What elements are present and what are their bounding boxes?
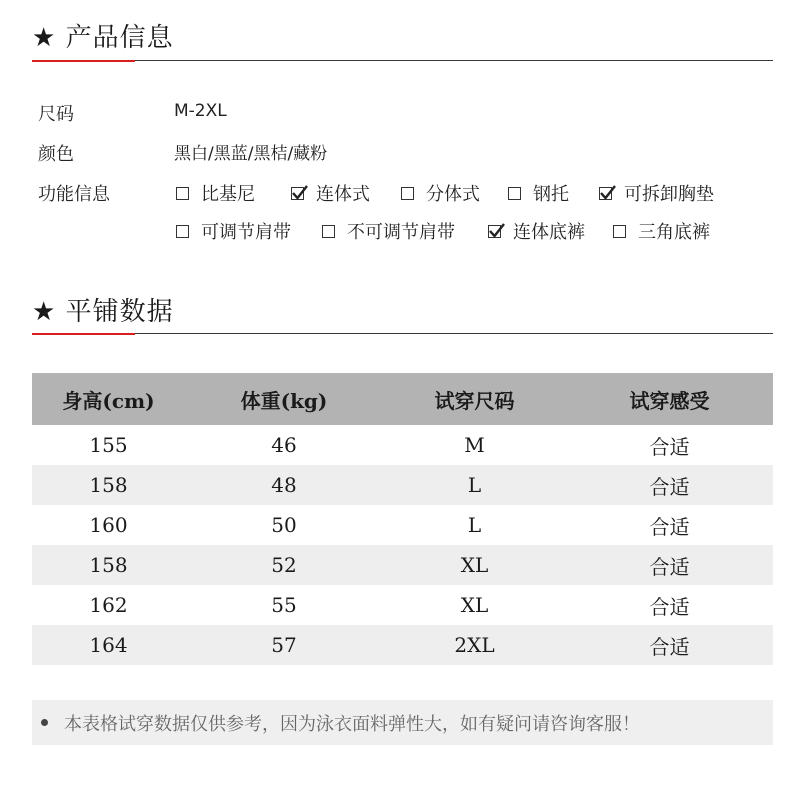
table-row xyxy=(32,625,773,665)
size-trial-table xyxy=(32,373,773,665)
feature-option-underwire[interactable] xyxy=(508,180,569,206)
checkbox-checked-icon[interactable] xyxy=(599,187,612,200)
disclaimer-text: 本表格试穿数据仅供参考，因为泳衣面料弹性大，如有疑问请咨询客服！ xyxy=(64,713,640,735)
feature-option-label: 连体底裤 xyxy=(513,222,585,243)
header-trial-feel: 试穿感受 xyxy=(566,373,773,425)
cell-height: 160 xyxy=(89,513,128,537)
cell-feel: 合适 xyxy=(649,434,690,459)
measurement-divider xyxy=(32,333,773,334)
table-row xyxy=(32,505,773,545)
feature-option-label: 不可调节肩带 xyxy=(347,222,455,243)
cell-size: M xyxy=(464,433,485,457)
feature-option-label: 三角底裤 xyxy=(638,222,710,243)
checkbox-checked-icon[interactable] xyxy=(291,187,304,200)
divider-accent xyxy=(32,60,135,62)
color-label: 颜色 xyxy=(38,144,74,165)
cell-size: 2XL xyxy=(383,625,566,665)
checkbox-unchecked-icon[interactable] xyxy=(176,225,189,238)
header-trial-size: 试穿尺码 xyxy=(383,373,566,425)
cell-height: 162 xyxy=(89,593,128,617)
cell-weight: 46 xyxy=(271,433,297,457)
feature-option-label: 连体式 xyxy=(316,184,370,205)
table-row xyxy=(32,545,773,585)
feature-option-two-piece[interactable] xyxy=(401,180,480,206)
cell-feel: 合适 xyxy=(566,545,773,585)
cell-height: 164 xyxy=(32,625,185,665)
checkbox-unchecked-icon[interactable] xyxy=(508,187,521,200)
checkbox-unchecked-icon[interactable] xyxy=(322,225,335,238)
checkbox-unchecked-icon[interactable] xyxy=(176,187,189,200)
header-height: 身高(cm) xyxy=(32,373,185,425)
feature-option-one-piece-bottom[interactable] xyxy=(488,218,585,244)
cell-feel: 合适 xyxy=(649,594,690,619)
cell-weight: 55 xyxy=(271,593,297,617)
cell-feel: 合适 xyxy=(566,465,773,505)
feature-option-adjustable-straps[interactable] xyxy=(176,218,291,244)
feature-option-removable-pads[interactable] xyxy=(599,180,714,206)
feature-option-triangle-bottom[interactable] xyxy=(613,218,710,244)
cell-weight: 50 xyxy=(271,513,297,537)
size-value: M-2XL xyxy=(174,101,227,121)
header-weight: 体重(kg) xyxy=(185,373,383,425)
feature-option-label: 可拆卸胸垫 xyxy=(624,184,714,205)
table-header-row xyxy=(32,373,773,425)
cell-weight: 57 xyxy=(185,625,383,665)
cell-weight: 48 xyxy=(185,465,383,505)
bullet-icon xyxy=(41,719,48,726)
size-label: 尺码 xyxy=(38,104,74,125)
feature-option-bikini[interactable] xyxy=(176,180,255,206)
cell-size: L xyxy=(383,465,566,505)
color-value: 黑白/黑蓝/黑桔/藏粉 xyxy=(174,144,328,164)
cell-size: L xyxy=(467,513,482,537)
cell-weight: 52 xyxy=(185,545,383,585)
table-row xyxy=(32,425,773,465)
cell-feel: 合适 xyxy=(566,625,773,665)
checkbox-unchecked-icon[interactable] xyxy=(613,225,626,238)
product-info-title: ★ 产品信息 xyxy=(32,23,174,53)
feature-option-label: 钢托 xyxy=(533,184,569,205)
cell-feel: 合适 xyxy=(649,514,690,539)
table-row xyxy=(32,585,773,625)
cell-size: XL xyxy=(460,593,489,617)
feature-option-label: 分体式 xyxy=(426,184,480,205)
disclaimer-note xyxy=(32,700,773,745)
feature-option-label: 比基尼 xyxy=(201,184,255,205)
checkbox-checked-icon[interactable] xyxy=(488,225,501,238)
cell-height: 158 xyxy=(32,545,185,585)
feature-option-label: 可调节肩带 xyxy=(201,222,291,243)
cell-height: 158 xyxy=(32,465,185,505)
feature-option-one-piece[interactable] xyxy=(291,180,370,206)
checkbox-unchecked-icon[interactable] xyxy=(401,187,414,200)
table-row xyxy=(32,465,773,505)
divider-accent xyxy=(32,333,135,335)
cell-size: XL xyxy=(383,545,566,585)
measurement-title: ★ 平铺数据 xyxy=(32,297,174,327)
feature-option-fixed-straps[interactable] xyxy=(322,218,455,244)
features-label: 功能信息 xyxy=(38,184,110,205)
cell-height: 155 xyxy=(89,433,128,457)
product-info-divider xyxy=(32,60,773,61)
